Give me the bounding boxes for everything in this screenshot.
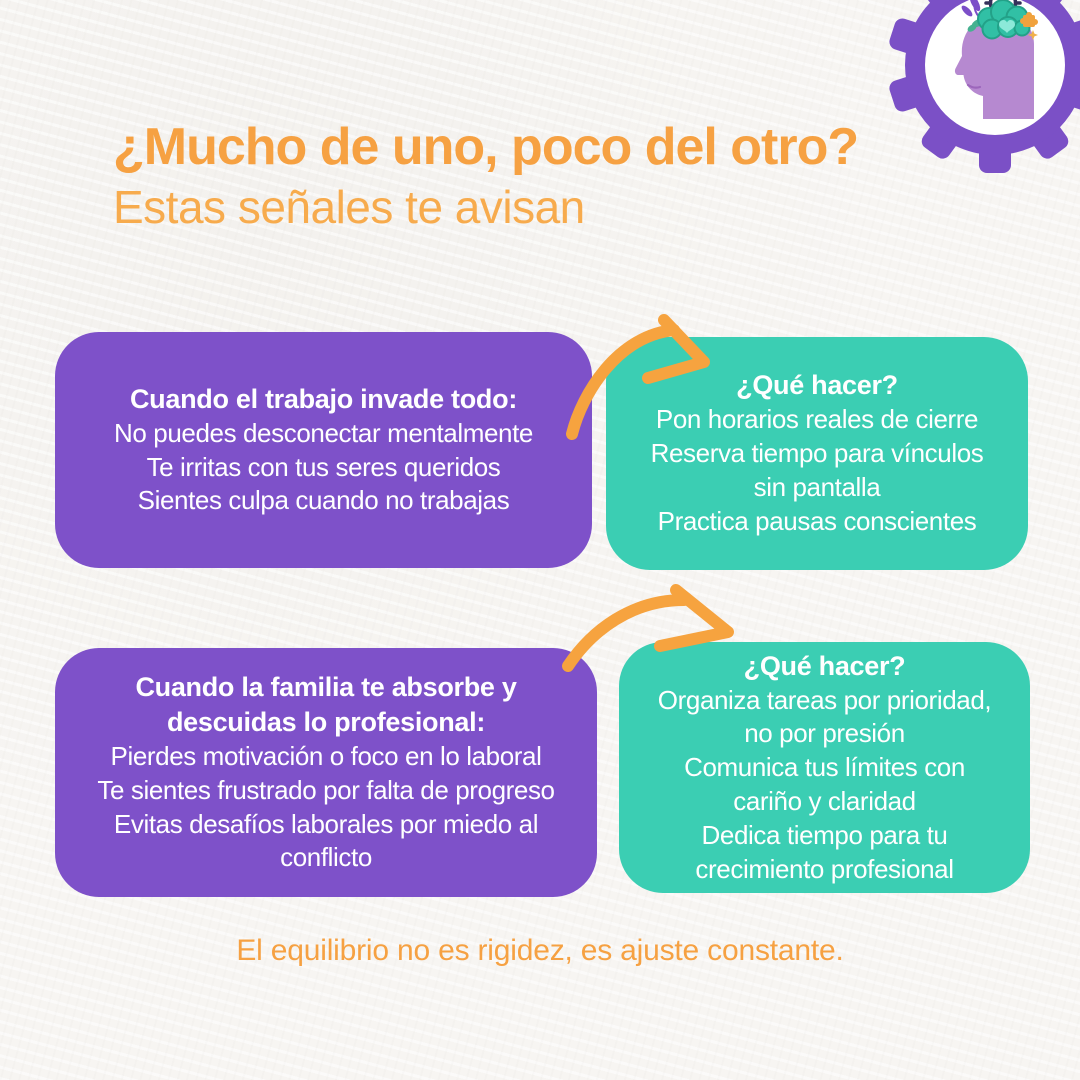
card-line: Te irritas con tus seres queridos: [146, 451, 501, 482]
card-line: sin pantalla: [753, 472, 881, 503]
curved-arrow-icon-1: [552, 316, 727, 446]
card-line: No puedes desconectar mentalmente: [114, 417, 533, 448]
card-line: conflicto: [280, 842, 372, 873]
card-title: Cuando la familia te absorbe y descuidas lo profesional:: [135, 671, 517, 737]
card-title: Cuando el trabajo invade todo:: [129, 383, 518, 414]
card-title: ¿Qué hacer?: [736, 370, 898, 401]
footer-tagline: El equilibrio no es rigidez, es ajuste constante.: [236, 934, 844, 967]
card-line: Reserva tiempo para vínculos: [650, 438, 984, 469]
card-title: ¿Qué hacer?: [743, 650, 906, 681]
card-line: crecimiento profesional: [695, 853, 954, 884]
curved-arrow-icon-2: [552, 588, 752, 683]
problem-card-family: [55, 648, 597, 897]
problem-card-work: [55, 332, 592, 568]
card-line: no por presión: [744, 718, 905, 749]
brand-logo: [880, 0, 1080, 185]
card-line: Pon horarios reales de cierre: [655, 404, 979, 435]
card-line: Sientes culpa cuando no trabajas: [137, 485, 510, 516]
page-title: ¿Mucho de uno, poco del otro?: [113, 118, 859, 176]
page-subtitle: Estas señales te avisan: [113, 181, 585, 234]
card-line: Comunica tus límites con: [684, 752, 965, 783]
card-line: Pierdes motivación o foco en lo laboral: [110, 741, 542, 771]
card-line: Organiza tareas por prioridad,: [657, 684, 992, 715]
card-line: Dedica tiempo para tu: [701, 819, 948, 850]
card-line: cariño y claridad: [733, 786, 916, 817]
card-line: Te sientes frustrado por falta de progreso: [97, 774, 555, 805]
card-line: Practica pausas conscientes: [657, 505, 977, 536]
card-line: Evitas desafíos laborales por miedo al: [113, 808, 539, 839]
header: [113, 118, 858, 233]
